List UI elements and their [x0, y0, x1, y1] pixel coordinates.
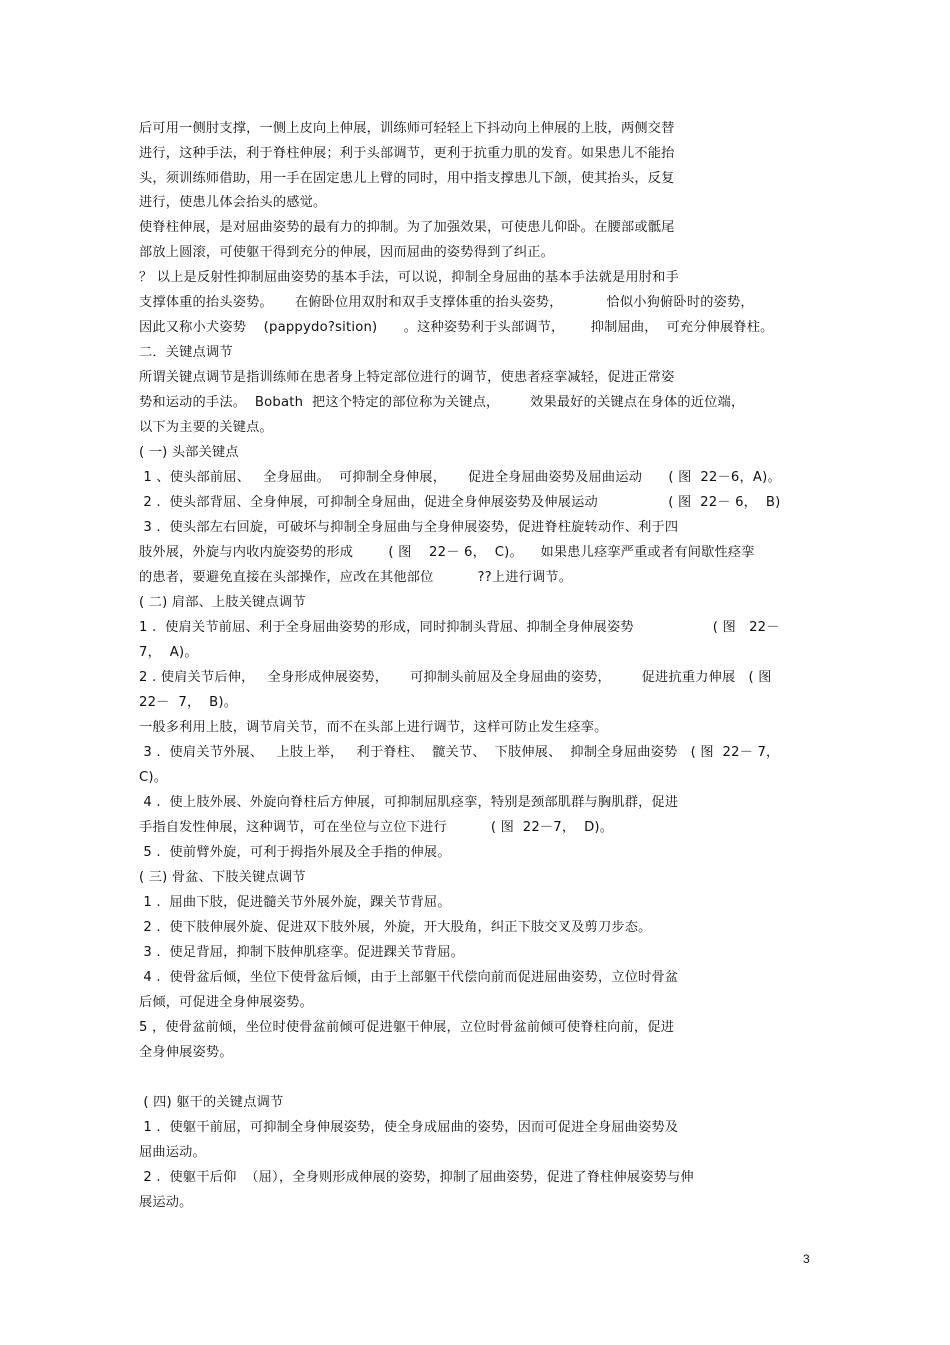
text-line: 1 、使头部前屈、 全身屈曲。 可抑制全身伸展， 促进全身屈曲姿势及屈曲运动 ( 图 22－6，A)。: [139, 470, 781, 485]
text-line: 2 . 使头部背屈、全身伸展，可抑制全身屈曲，促进全身伸展姿势及伸展运动 ( 图 22－ 6， B): [139, 495, 781, 510]
text-line: 3 . 使肩关节外展、 上肢上举， 利于脊柱、 髋关节、 下肢伸展、 抑制全身屈曲姿势 ( 图 22－ 7，: [139, 745, 780, 760]
text-line: 3 . 使足背屈，抑制下肢伸肌痉挛。促进踝关节背屈。: [139, 945, 465, 960]
text-line: 进行，这种手法，利于脊柱伸展；利于头部调节，更利于抗重力肌的发育。如果患儿不能抬: [139, 146, 675, 161]
text-line: 4 . 使上肢外展、外旋向脊柱后方伸展，可抑制屈肌痉挛，特别是颈部肌群与胸肌群，促进: [139, 795, 679, 810]
text-line: 5 ，使骨盆前倾，坐位时使骨盆前倾可促进躯干伸展，立位时骨盆前倾可使脊柱向前，促进: [139, 1020, 675, 1035]
text-line: 1 . 使肩关节前屈、利于全身屈曲姿势的形成，同时抑制头背屈、抑制全身伸展姿势 ( 图 22－: [139, 620, 780, 635]
text-line: 5 . 使前臂外旋，可利于拇指外展及全手指的伸展。: [139, 845, 451, 860]
text-line: 22－ 7， B)。: [139, 695, 238, 710]
text-line: 以下为主要的关键点。: [139, 420, 273, 435]
text-line: 2 . 使肩关节后伸， 全身形成伸展姿势， 可抑制头前屈及全身屈曲的姿势， 促进抗重力伸展 ( 图: [139, 670, 772, 685]
text-line: 展运动。: [139, 1195, 193, 1210]
text-line: 使脊柱伸展，是对屈曲姿势的最有力的抑制。为了加强效果，可使患儿仰卧。在腰部或骶尾: [139, 220, 675, 235]
text-line: 7， A)。: [139, 645, 198, 660]
text-line: 支撑体重的抬头姿势。 在俯卧位用双肘和双手支撑体重的抬头姿势， 恰似小狗俯卧时的姿势，: [139, 295, 754, 310]
text-line: 所谓关键点调节是指训练师在患者身上特定部位进行的调节，使患者痉挛减轻，促进正常姿: [139, 370, 675, 385]
text-line: 后倾，可促进全身伸展姿势。: [139, 995, 314, 1010]
text-line: 3 . 使头部左右回旋，可破坏与抑制全身屈曲与全身伸展姿势，促进脊柱旋转动作、利于四: [139, 520, 679, 535]
text-line: 4 . 使骨盆后倾，坐位下使骨盆后倾，由于上部躯干代偿向前而促进屈曲姿势，立位时骨盆: [139, 970, 679, 985]
subsection-heading: ( 一) 头部关键点: [139, 445, 239, 460]
text-line: 1 . 屈曲下肢，促进髓关节外展外旋，踝关节背屈。: [139, 895, 451, 910]
text-line: 头，须训练师借助，用一手在固定患儿上臂的同时，用中指支撑患儿下颌，使其抬头，反复: [139, 171, 675, 186]
text-line: 全身伸展姿势。: [139, 1045, 233, 1060]
text-line: 势和运动的手法。 Bobath 把这个特定的部位称为关键点， 效果最好的关键点在身体的近位端，: [139, 395, 745, 410]
text-line: 肢外展，外旋与内收内旋姿势的形成 ( 图 22－ 6， C)。 如果患儿痉挛严重或者有间歇性痉挛: [139, 545, 755, 560]
text-line: 一般多利用上肢，调节肩关节，而不在头部上进行调节，这样可防止发生痉挛。: [139, 720, 608, 735]
text-line: 1 . 使躯干前屈，可抑制全身伸展姿势，使全身成屈曲的姿势，因而可促进全身屈曲姿势及: [139, 1120, 679, 1135]
text-line: 屈曲运动。: [139, 1145, 206, 1160]
text-line: 部放上圆滚，可使躯干得到充分的伸展，因而屈曲的姿势得到了纠正。: [139, 245, 555, 260]
text-line: 后可用一侧肘支撑，一侧上皮向上伸展，训练师可轻轻上下抖动向上伸展的上肢，两侧交替: [139, 121, 675, 136]
text-line: C)。: [139, 770, 168, 785]
text-line: 进行，使患儿体会抬头的感觉。: [139, 195, 327, 210]
subsection-heading: ( 三) 骨盆、下肢关键点调节: [139, 870, 306, 885]
text-line: 2 . 使躯干后仰 （屈），全身则形成伸展的姿势，抑制了屈曲姿势，促进了脊柱伸展姿势与伸: [139, 1170, 694, 1185]
text-line: 手指自发性伸展，这种调节，可在坐位与立位下进行 ( 图 22－7， D)。: [139, 820, 614, 835]
text-line: 2 . 使下肢伸展外旋、促进双下肢外展，外旋，开大股角，纠正下肢交叉及剪刀步态。: [139, 920, 652, 935]
section-heading: 二．关键点调节: [139, 345, 233, 360]
subsection-heading: ( 四) 躯干的关键点调节: [139, 1095, 284, 1110]
text-line: 因此又称小犬姿势 (pappydo?sition) 。这种姿势利于头部调节， 抑制屈曲， 可充分伸展脊柱。: [139, 320, 774, 335]
text-line: 的患者，要避免直接在头部操作，应改在其他部位 ??上进行调节。: [139, 570, 573, 585]
page-number: 3: [803, 1252, 810, 1266]
text-line: ？ 以上是反射性抑制屈曲姿势的基本手法，可以说，抑制全身屈曲的基本手法就是用肘和手: [139, 270, 679, 285]
subsection-heading: ( 二) 肩部、上肢关键点调节: [139, 595, 306, 610]
